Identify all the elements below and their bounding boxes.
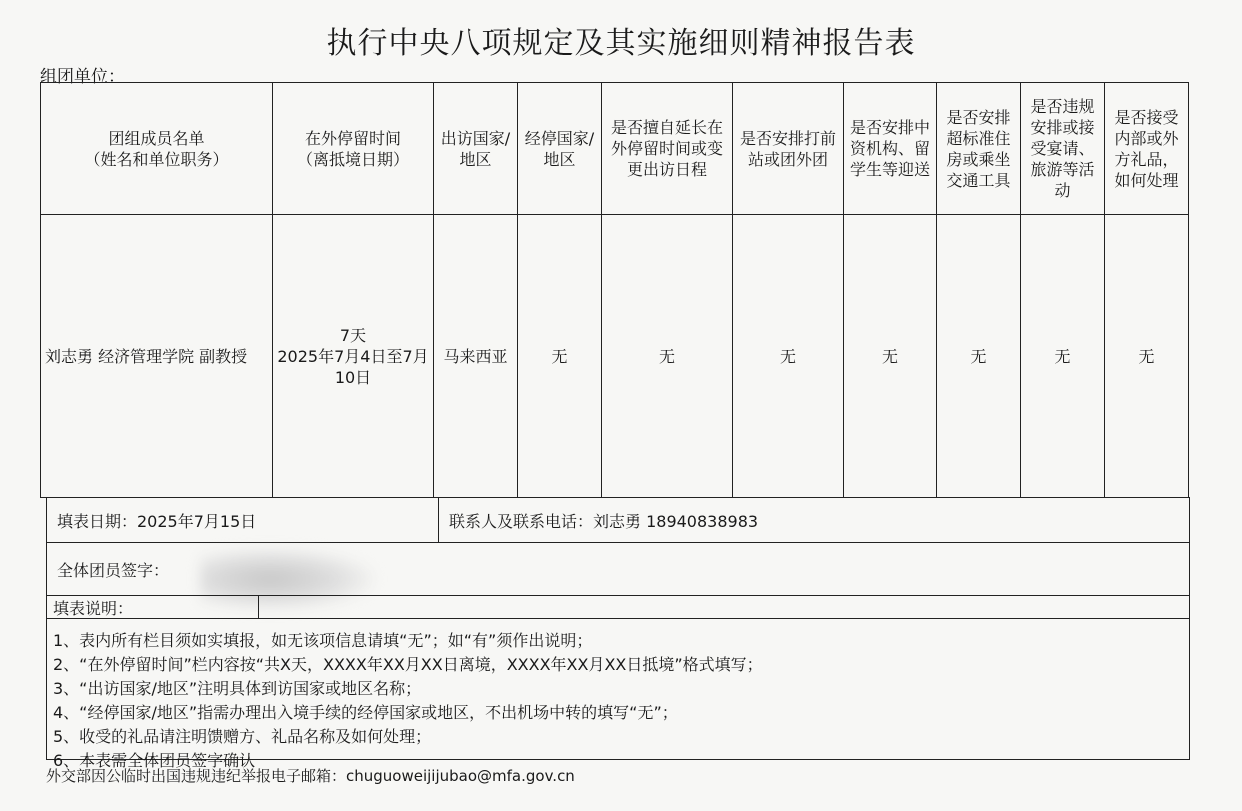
cell-visit-country: 马来西亚 [434,215,518,498]
header-transit-country: 经停国家/地区 [518,83,602,215]
cell-reception: 无 [844,215,937,498]
table-header-row [41,83,1189,215]
notes-label-row [46,595,1190,619]
contact-info: 联系人及联系电话：刘志勇 18940838983 [449,511,759,531]
header-visit-country: 出访国家/地区 [434,83,518,215]
cell-banquet: 无 [1021,215,1105,498]
cell-accommodation: 无 [937,215,1021,498]
unit-label: 组团单位： [40,67,125,87]
cell-gifts: 无 [1105,215,1189,498]
header-advance-team: 是否安排打前站或团外团 [733,83,844,215]
notes-label: 填表说明： [47,596,259,618]
note-item: 1、表内所有栏目须如实填报，如无该项信息请填“无”；如“有”须作出说明； [53,631,593,650]
note-item: 2、“在外停留时间”栏内容按“共X天，XXXX年XX月XX日离境，XXXX年XX月XX日抵境”格式填写； [53,655,763,674]
note-item: 5、收受的礼品请注明馈赠方、礼品名称及如何处理； [53,727,432,746]
header-banquet: 是否违规安排或接受宴请、旅游等活动 [1021,83,1105,215]
cell-advance-team: 无 [733,215,844,498]
report-email: 外交部因公临时出国违规违纪举报电子邮箱：chuguoweijijubao@mfa.gov.cn [46,767,575,785]
date-contact-row [46,497,1190,543]
cell-member: 刘志勇 经济管理学院 副教授 [41,215,273,498]
form-title: 执行中央八项规定及其实施细则精神报告表 [326,26,916,61]
header-gifts: 是否接受内部或外方礼品，如何处理 [1105,83,1189,215]
cell-extend-stay: 无 [602,215,733,498]
cell-stay-time: 7天 2025年7月4日至7月10日 [273,215,434,498]
note-item: 4、“经停国家/地区”指需办理出入境手续的经停国家或地区，不出机场中转的填写“无”； [53,703,678,722]
signature-label: 全体团员签字： [57,560,170,580]
header-members: 团组成员名单 （姓名和单位职务） [41,83,273,215]
note-item: 6、本表需全体团员签字确认 [53,751,256,770]
notes-box [46,618,1190,770]
table-row [41,215,1189,498]
report-table [40,82,1189,498]
note-item: 3、“出访国家/地区”注明具体到访国家或地区名称； [53,679,422,698]
header-extend-stay: 是否擅自延长在外停留时间或变更出访日程 [602,83,733,215]
header-stay-time: 在外停留时间 （离抵境日期） [273,83,434,215]
cell-transit-country: 无 [518,215,602,498]
header-reception: 是否安排中资机构、留学生等迎送 [844,83,937,215]
fill-date: 填表日期：2025年7月15日 [47,498,439,542]
header-accommodation: 是否安排超标准住房或乘坐交通工具 [937,83,1021,215]
